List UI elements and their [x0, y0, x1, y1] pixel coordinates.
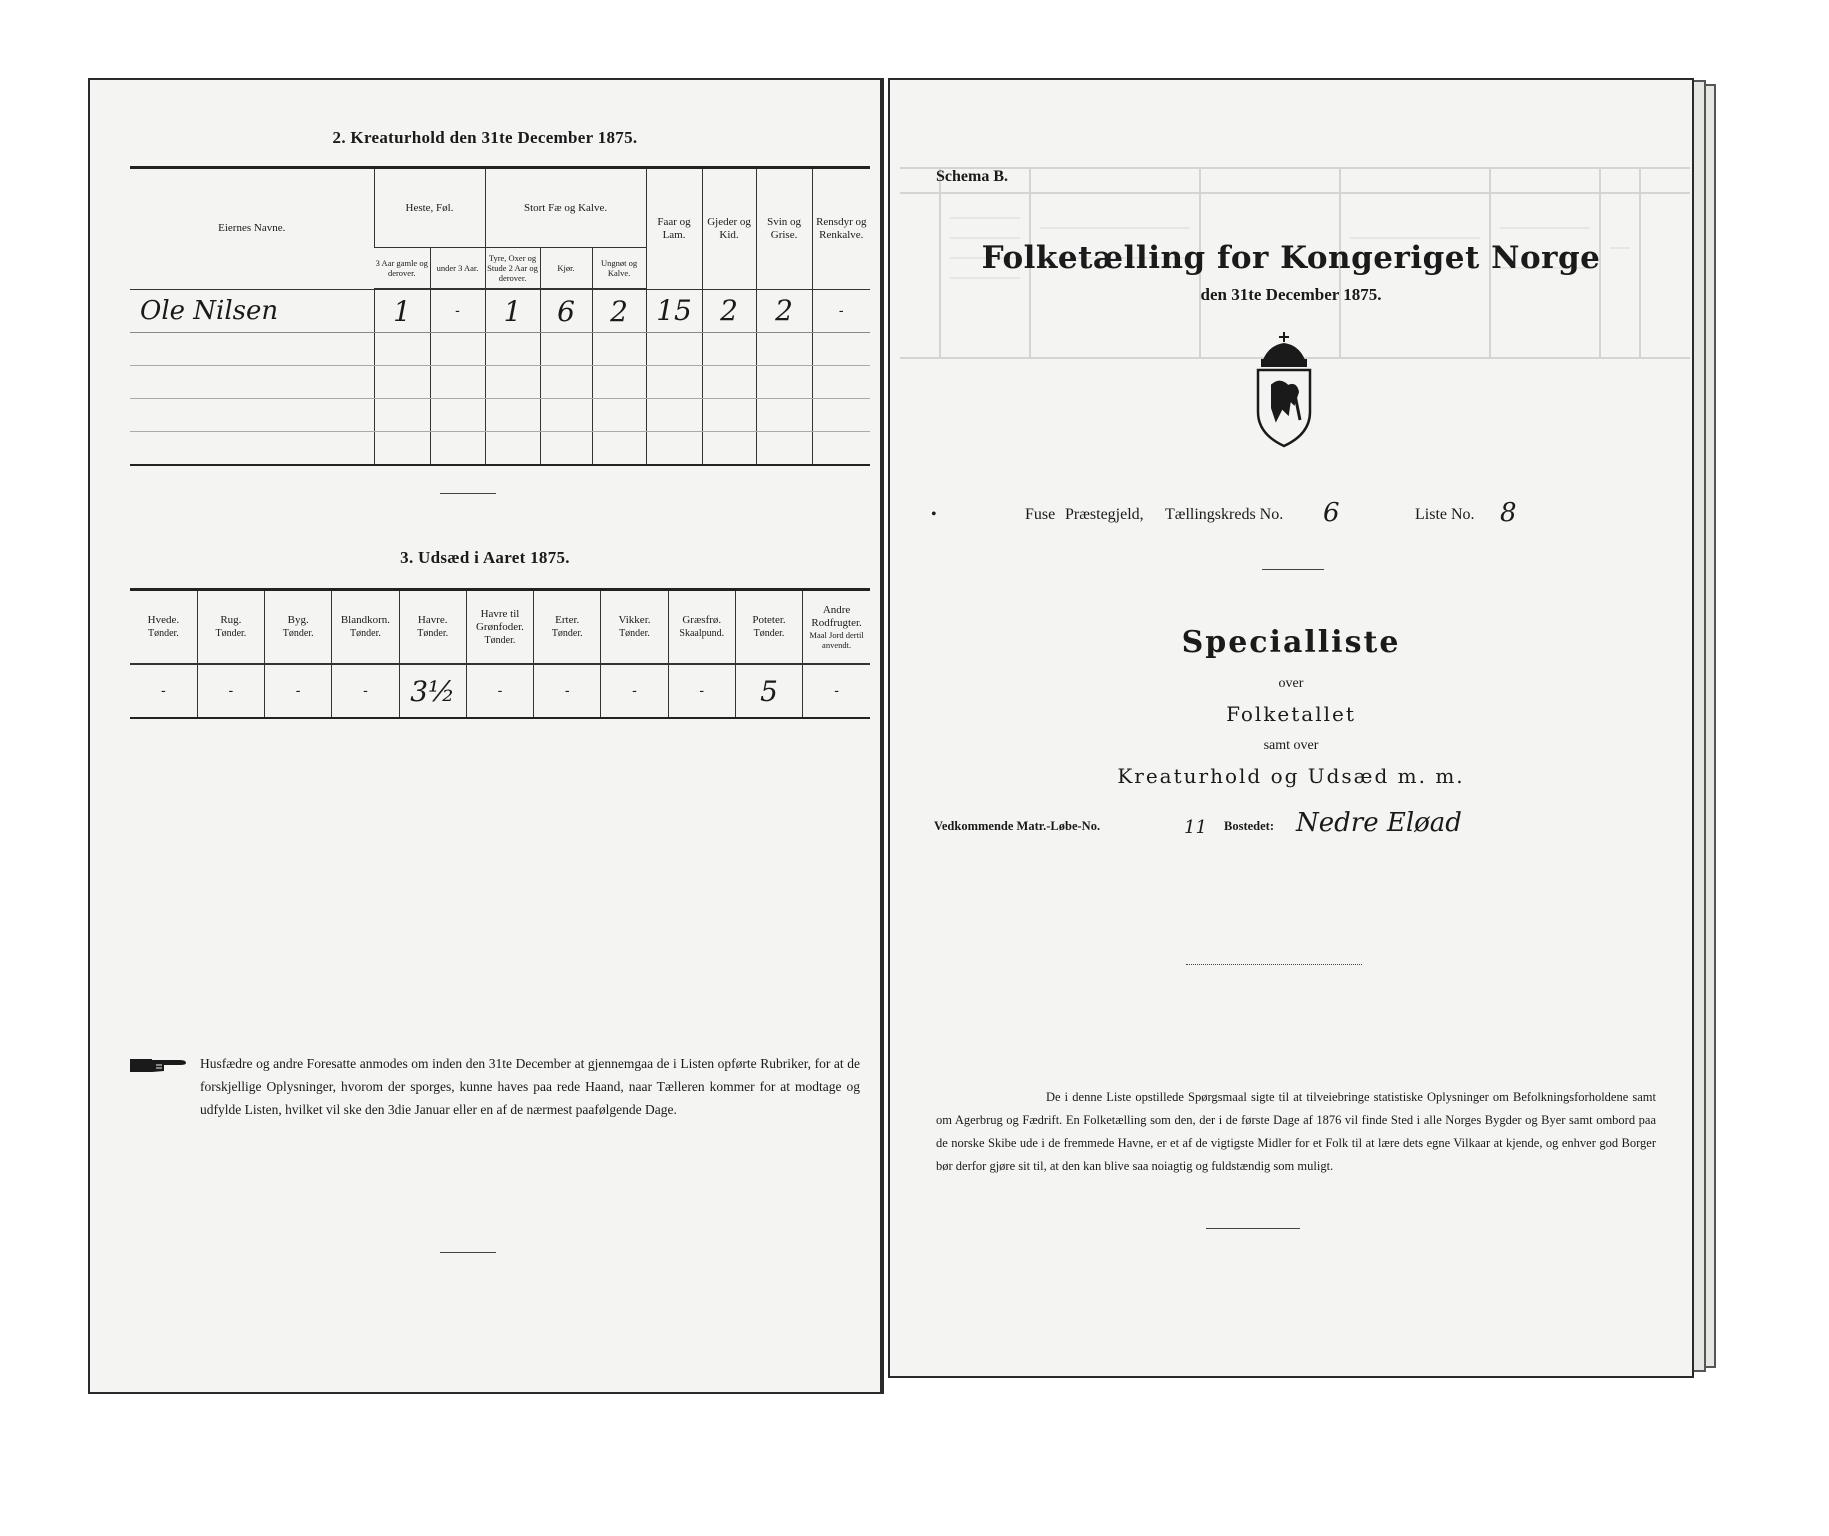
- udsaed-value-cell: 5: [735, 664, 802, 718]
- udsaed-value-cell: -: [601, 664, 668, 718]
- udsaed-col-header: [803, 591, 870, 664]
- list-value: 8: [1500, 498, 1517, 528]
- udsaed-col-unit: Tønder.: [619, 628, 650, 639]
- cows-cell: 6: [540, 289, 592, 333]
- udsaed-col-unit: Skaalpund.: [679, 628, 725, 639]
- district-label: Tællingskreds No.: [1165, 506, 1284, 523]
- udsaed-col-name: Rug.: [220, 614, 242, 626]
- udsaed-col-header: [534, 591, 601, 664]
- reindeer-cell: -: [812, 289, 870, 333]
- norwegian-coat-of-arms-icon: [1250, 330, 1318, 448]
- col-cows-header: Kjør.: [540, 248, 592, 290]
- horses-young-cell: -: [430, 289, 485, 333]
- udsaed-col-name: Byg.: [287, 614, 309, 626]
- udsaed-col-unit: Tønder.: [350, 628, 381, 639]
- matr-label: Vedkommende Matr.-Løbe-No.: [934, 819, 1101, 833]
- right-page: [888, 78, 1694, 1378]
- udsaed-value-cell: 3½: [399, 664, 466, 718]
- special-list-title: Specialliste: [1181, 625, 1401, 660]
- udsaed-col-header: [197, 591, 264, 664]
- page-title: Folketælling for Kongeriget Norge: [981, 240, 1601, 276]
- district-value: 6: [1323, 498, 1340, 528]
- horses-old-cell: 1: [374, 289, 430, 333]
- left-page: [88, 78, 884, 1394]
- parish-label: Præstegjeld,: [1065, 506, 1144, 523]
- udsaed-value-cell: -: [466, 664, 533, 718]
- bullet: •: [931, 506, 937, 523]
- udsaed-col-header: [399, 591, 466, 664]
- table-row: [130, 333, 870, 366]
- col-goats-header: Gjeder og Kid.: [702, 168, 756, 290]
- matr-value: 11: [1184, 817, 1207, 838]
- udsaed-value-cell: -: [668, 664, 735, 718]
- divider: [1206, 1228, 1300, 1229]
- notice-text: Husfædre og andre Foresatte anmodes om inden den 31te December at gjennemgaa de i Listen opførte Rubriker, for at de forskjellige Oplysninger, hvorom der sporges, kunne haves paa rede Haand, naar Tælleren kommer for at modtage og udfylde Listen, hvilket vil ske den 3die Januar eller en af de nærmest paafølgende Dage.: [200, 1056, 860, 1117]
- col-bulls-header: Tyre, Oxer og Stude 2 Aar og derover.: [485, 248, 540, 290]
- udsaed-col-header: [668, 591, 735, 664]
- bosted-label: Bostedet:: [1224, 819, 1274, 833]
- matr-line: [934, 800, 1674, 840]
- col-young-cattle-header: Ungnøt og Kalve.: [592, 248, 646, 290]
- udsaed-table: [130, 588, 870, 719]
- kreaturhold-udsaed-label: Kreaturhold og Udsæd m. m.: [1117, 764, 1465, 788]
- sheep-cell: 15: [646, 289, 702, 333]
- list-label: Liste No.: [1415, 506, 1475, 523]
- udsaed-title: 3. Udsæd i Aaret 1875.: [400, 548, 570, 567]
- col-horses-old-header: 3 Aar gamle og derover.: [374, 248, 430, 290]
- table-row: [130, 432, 870, 466]
- udsaed-col-name: Poteter.: [752, 614, 786, 626]
- col-pigs-header: Svin og Grise.: [756, 168, 812, 290]
- page-stack-edge: [1692, 80, 1706, 1372]
- udsaed-value-cell: -: [161, 683, 166, 699]
- owner-cell: Ole Nilsen: [130, 289, 374, 333]
- udsaed-col-unit: Tønder.: [551, 628, 583, 639]
- udsaed-col-name: Vikker.: [618, 614, 651, 626]
- horses-group-header: Heste, Føl.: [374, 168, 485, 248]
- udsaed-col-header: [130, 591, 197, 664]
- udsaed-value-cell: -: [265, 664, 332, 718]
- col-reindeer-header: Rensdyr og Renkalve.: [812, 168, 870, 290]
- col-horses-young-header: under 3 Aar.: [430, 248, 485, 290]
- table-row: [130, 664, 870, 718]
- divider: [1262, 569, 1324, 570]
- udsaed-col-header: [265, 591, 332, 664]
- udsaed-value-cell: -: [803, 664, 870, 718]
- udsaed-value-cell: -: [332, 664, 399, 718]
- udsaed-value-cell: -: [197, 664, 264, 718]
- udsaed-col-header: [735, 591, 802, 664]
- udsaed-col-name: Græsfrø.: [682, 614, 722, 626]
- parish-value: Fuse: [1025, 506, 1056, 523]
- udsaed-col-name: Havre.: [417, 614, 448, 626]
- pointing-hand-icon: [130, 1056, 188, 1074]
- info-paragraph: De i denne Liste opstillede Spørgsmaal sigte til at tilveiebringe statistiske Oplysninger om Befolkningsforholdene samt om Agerbrug og Fædrift. En Folketælling som den, der i de første Dage af 1876 vil finde Sted i alle Norges Bygder og Byer samt ombord paa de norske Skibe ude i de fremmede Havne, er et af de vigtigste Midler for et Folk til at lære dets egne Vilkaar at kjende, og enhver god Borger bør derfor gjøre sit til, at den kan blive saa noiagtig og fuldstændig som muligt.: [936, 1090, 1656, 1173]
- udsaed-col-unit: Maal Jord dertil anvendt.: [809, 630, 864, 650]
- udsaed-col-header: [601, 591, 668, 664]
- census-date: den 31te December 1875.: [1200, 285, 1382, 304]
- table-row: [130, 366, 870, 399]
- udsaed-col-unit: Tønder.: [147, 628, 179, 639]
- folketallet-label: Folketallet: [1226, 702, 1356, 726]
- udsaed-col-name: Andre Rodfrugter.: [811, 604, 862, 629]
- udsaed-col-header: [466, 591, 533, 664]
- udsaed-col-header: [332, 591, 399, 664]
- col-owner-header: Eiernes Navne.: [130, 168, 374, 290]
- bosted-value: Nedre Eløad: [1296, 808, 1462, 838]
- udsaed-col-unit: Tønder.: [282, 628, 314, 639]
- goats-cell: 2: [702, 289, 756, 333]
- udsaed-col-unit: Tønder.: [417, 628, 449, 639]
- udsaed-col-name: Hvede.: [147, 614, 180, 626]
- udsaed-col-name: Erter.: [555, 614, 580, 626]
- col-sheep-header: Faar og Lam.: [646, 168, 702, 290]
- udsaed-col-name: Blandkorn.: [340, 614, 391, 626]
- kreaturhold-table: [130, 166, 870, 466]
- table-row: [130, 399, 870, 432]
- udsaed-col-name: Havre til Grønfoder.: [475, 607, 524, 633]
- udsaed-col-unit: Tønder.: [215, 628, 247, 639]
- over-label: over: [1278, 676, 1304, 691]
- table-row: [130, 289, 870, 333]
- divider: [1186, 964, 1362, 965]
- schema-label: Schema B.: [936, 168, 1008, 185]
- location-line: [931, 490, 1645, 530]
- cattle-group-header: Stort Fæ og Kalve.: [485, 168, 646, 248]
- udsaed-col-unit: Tønder.: [484, 634, 516, 646]
- pigs-cell: 2: [756, 289, 812, 333]
- divider: [440, 493, 496, 494]
- udsaed-col-unit: Tønder.: [753, 628, 785, 639]
- bulls-cell: 1: [485, 289, 540, 333]
- notice: [130, 1052, 860, 1121]
- divider: [440, 1252, 496, 1253]
- young-cattle-cell: 2: [592, 289, 646, 333]
- samt-over-label: samt over: [1263, 738, 1319, 753]
- udsaed-value-cell: -: [534, 664, 601, 718]
- kreaturhold-title: 2. Kreaturhold den 31te December 1875.: [332, 128, 638, 147]
